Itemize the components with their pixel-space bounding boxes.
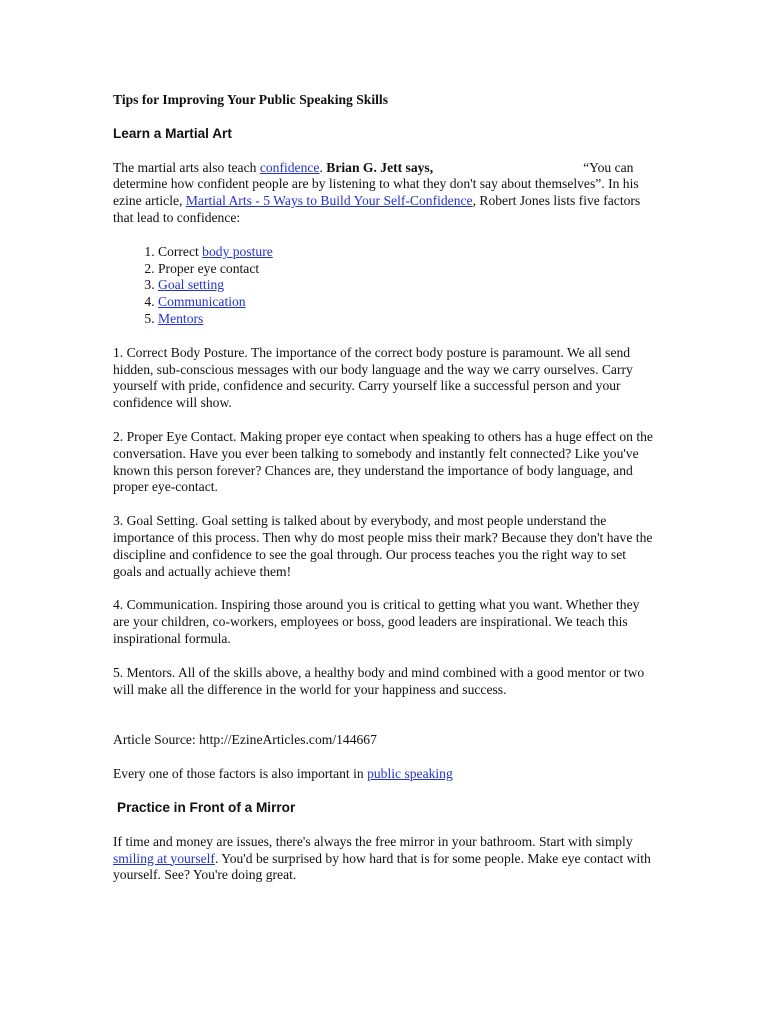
section-heading-martial-art: Learn a Martial Art [113,125,232,141]
list-item-prefix: Correct [158,243,203,259]
factors-text: Every one of those factors is also important in [113,766,368,782]
intro-text-3: “You can determine how confident people are by listening to what they don't say about themselves”. In his ezine article, [113,159,639,209]
body-posture-link[interactable]: body posture [202,243,273,259]
martial-arts-article-link[interactable]: Martial Arts - 5 Ways to Build Your Self-Confidence [185,193,473,209]
intro-text-1: The martial arts also teach [113,159,260,175]
section-heading-mirror: Practice in Front of a Mirror [117,799,296,815]
mentors-link[interactable]: Mentors [158,310,204,326]
smiling-link[interactable]: smiling at yourself [113,850,215,866]
paragraph-communication: 4. Communication. Inspiring those around you is critical to getting what you want. Whether they are your children, co-workers, employees or boss, good leaders are inspirational. We teach this inspirational formula. [113,597,640,646]
mirror-paragraph [113,834,658,884]
paragraph-goal-setting: 3. Goal Setting. Goal setting is talked about by everybody, and most people understand the importance of this process. Then why do most people miss their mark? Because they don't have the discipline and confidence to see the goal through. Our process teaches you the right way to set goals and actually achieve them! [113,513,653,579]
intro-text-2: . [319,159,327,175]
factors-paragraph [113,766,658,783]
document-title: Tips for Improving Your Public Speaking Skills [113,92,388,107]
document-page [113,92,658,901]
paragraph-eye-contact: 2. Proper Eye Contact. Making proper eye contact when speaking to others has a huge effect on the conversation. Have you ever been talking to somebody and instantly felt connected? Like you've known this person forever? Chances are, they understand the importance of body language, and proper eye-contact. [113,428,653,495]
paragraph-mentors: 5. Mentors. All of the skills above, a healthy body and mind combined with a good mentor or two will make all the difference in the world for your happiness and success. [113,664,645,697]
intro-text-4: , Robert Jones lists five factors that lead to confidence: [113,193,641,225]
mirror-text-1: If time and money are issues, there's always the free mirror in your bathroom. Start with simply [113,833,633,849]
list-item [158,261,658,278]
author-name: Brian G. Jett says, [326,159,434,175]
public-speaking-link[interactable]: public speaking [367,766,453,782]
article-source: Article Source: http://EzineArticles.com/144667 [113,732,377,748]
communication-link[interactable]: Communication [158,294,246,310]
list-item-prefix: Proper eye contact [158,260,260,276]
confidence-link[interactable]: confidence [259,159,320,175]
intro-paragraph [113,160,658,227]
confidence-factors-list [113,244,658,328]
list-item [158,277,658,294]
list-item [158,294,658,311]
list-item [158,244,658,261]
list-item [158,311,658,328]
goal-setting-link[interactable]: Goal setting [158,277,225,293]
mirror-text-2: . You'd be surprised by how hard that is for some people. Make eye contact with yourself. See? You're doing great. [113,850,651,883]
paragraph-body-posture: 1. Correct Body Posture. The importance of the correct body posture is paramount. We all send hidden, sub-conscious messages with our body language and the way we carry ourselves. Carry yourself with pride, confidence and security. Carry yourself like a successful person and your confidence will show. [113,344,633,411]
